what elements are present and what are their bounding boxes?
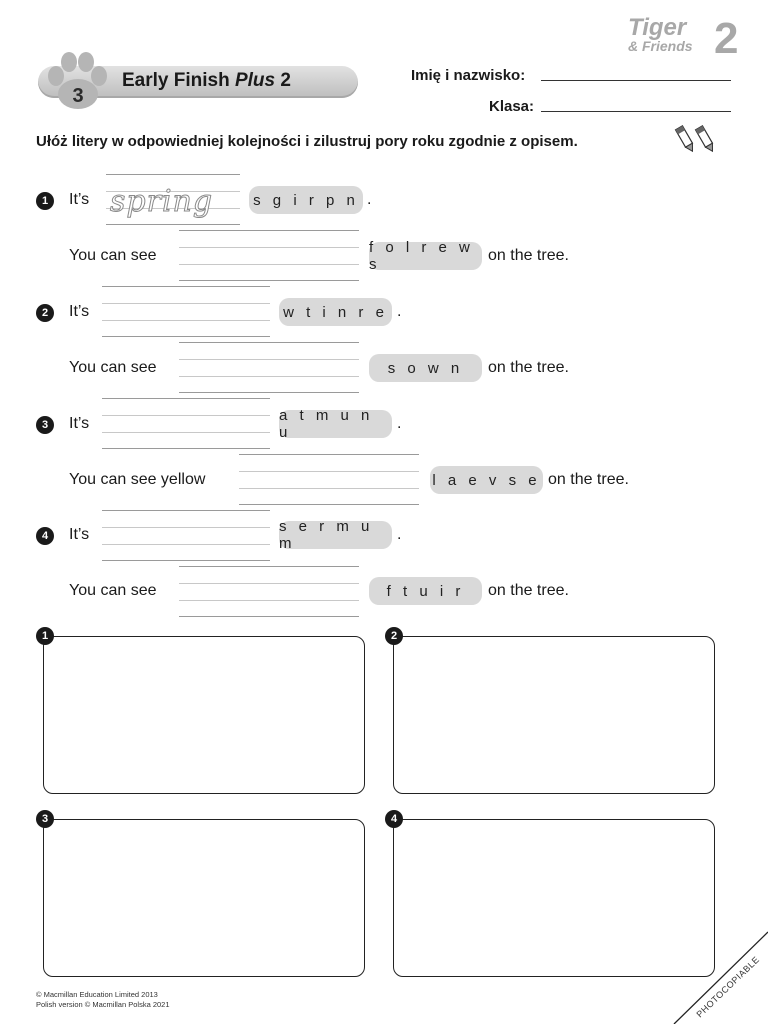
exercise-3-tail: on the tree.: [548, 471, 629, 488]
exercise-4-number: 4: [36, 527, 54, 545]
exercise-4-its: It’s: [69, 526, 90, 543]
drawing-box-4-number: 4: [385, 810, 403, 828]
exercise-4-tail: on the tree.: [488, 582, 569, 599]
exercise-2-answer-lines[interactable]: [102, 286, 270, 338]
exercise-2-scramble-1: w t i n r e: [279, 298, 392, 326]
drawing-box-3[interactable]: [43, 819, 365, 977]
pencil-icon: [674, 124, 724, 154]
exercise-4-scramble-1: s e r m u m: [279, 521, 392, 549]
exercise-1-scramble-1: s g i r p n: [249, 186, 363, 214]
exercise-2-answer-lines-2[interactable]: [179, 342, 359, 394]
exercise-4-answer-lines-2[interactable]: [179, 566, 359, 618]
drawing-box-1-number: 1: [36, 627, 54, 645]
class-label: Klasa:: [489, 98, 535, 115]
exercise-2-number: 2: [36, 304, 54, 322]
exercise-1-answer-lines[interactable]: [106, 174, 240, 226]
copyright-line-2: Polish version © Macmillan Polska 2021: [36, 1000, 170, 1009]
name-label: Imię i nazwisko:: [411, 67, 526, 84]
drawing-box-2-number: 2: [385, 627, 403, 645]
logo-line2: & Friends: [628, 38, 693, 54]
unit-number: 3: [72, 85, 84, 107]
exercise-1-tail: on the tree.: [488, 247, 569, 264]
exercise-2-dot: .: [397, 303, 402, 320]
logo-number: 2: [714, 14, 739, 63]
exercise-2-see: You can see: [69, 359, 157, 376]
drawing-box-1[interactable]: [43, 636, 365, 794]
example-answer: spring: [110, 184, 214, 219]
exercise-3-scramble-2: l a e v s e: [430, 466, 543, 494]
copyright-line-1: © Macmillan Education Limited 2013: [36, 990, 158, 999]
exercise-2-its: It’s: [69, 303, 90, 320]
exercise-4-dot: .: [397, 526, 402, 543]
exercise-3-see: You can see yellow: [69, 471, 206, 488]
paw-icon: [44, 50, 110, 110]
exercise-4-answer-lines[interactable]: [102, 510, 270, 562]
exercise-2-tail: on the tree.: [488, 359, 569, 376]
exercise-1-see: You can see: [69, 247, 157, 264]
brand-logo: [628, 14, 720, 56]
exercise-3-scramble-1: a t m u n u: [279, 410, 392, 438]
exercise-1-dot: .: [367, 191, 372, 208]
exercise-3-answer-lines[interactable]: [102, 398, 270, 450]
name-field[interactable]: [541, 80, 731, 81]
drawing-box-2[interactable]: [393, 636, 715, 794]
exercise-3-dot: .: [397, 415, 402, 432]
instruction-text: Ułóż litery w odpowiedniej kolejności i zilustruj pory roku zgodnie z opisem.: [36, 133, 578, 150]
exercise-1-number: 1: [36, 192, 54, 210]
class-field[interactable]: [541, 111, 731, 112]
logo-line1: Tiger: [628, 14, 687, 41]
exercise-3-answer-lines-2[interactable]: [239, 454, 419, 506]
exercise-3-its: It’s: [69, 415, 90, 432]
photocopiable-label: PHOTOCOPIABLE: [694, 954, 762, 1020]
drawing-box-3-number: 3: [36, 810, 54, 828]
exercise-2-scramble-2: s o w n: [369, 354, 482, 382]
exercise-1-scramble-2: f o l r e w s: [369, 242, 482, 270]
exercise-1-answer-lines-2[interactable]: [179, 230, 359, 282]
exercise-3-number: 3: [36, 416, 54, 434]
exercise-1-its: It’s: [69, 191, 90, 208]
exercise-4-scramble-2: f t u i r: [369, 577, 482, 605]
copyright-footer: [36, 990, 170, 1010]
worksheet-title: Early Finish Plus 2: [122, 70, 291, 91]
exercise-4-see: You can see: [69, 582, 157, 599]
photocopiable-corner: [650, 930, 768, 1024]
